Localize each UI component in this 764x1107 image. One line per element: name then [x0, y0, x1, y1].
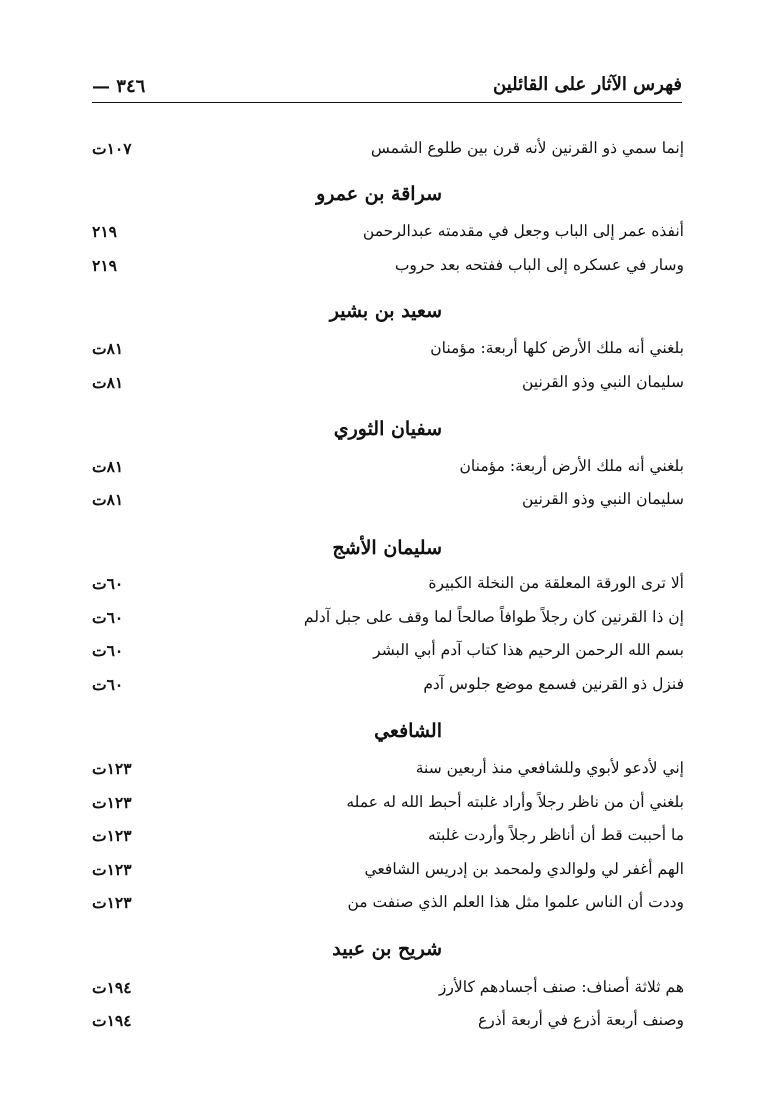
entry-reference: ١٩٤ت [92, 978, 132, 997]
index-entry [92, 608, 684, 634]
entry-text: ما أحببت قط أن أناظر رجلاً وأردت غلبته [427, 826, 684, 844]
entry-text: بلغني أنه ملك الأرض أربعة: مؤمنان [459, 457, 684, 475]
entry-text: ألا ترى الورقة المعلقة من النخلة الكبيرة [428, 574, 684, 592]
entry-text: وددت أن الناس علموا مثل هذا العلم الذي صنفت من [347, 893, 684, 911]
entry-reference: ١٢٣ت [92, 826, 132, 845]
narrator-heading: سفيان الثوري [333, 418, 442, 440]
entry-reference: ٢١٩ [92, 222, 117, 241]
entry-reference: ١٩٤ت [92, 1011, 132, 1030]
index-entry [92, 759, 684, 785]
index-entry [92, 978, 684, 1004]
entry-reference: ١٠٧ت [92, 139, 132, 158]
entry-text: إنما سمي ذو القرنين لأنه قرن بين طلوع الشمس [370, 139, 684, 157]
entry-reference: ٦٠ت [92, 641, 124, 660]
index-entry [92, 139, 684, 165]
entry-reference: ٨١ت [92, 490, 124, 509]
index-entry [92, 574, 684, 600]
entry-text: إني لأدعو لأبوي وللشافعي منذ أربعين سنة [415, 759, 684, 777]
entry-text: بلغني أنه ملك الأرض كلها أربعة: مؤمنان [430, 339, 684, 357]
narrator-heading: الشافعي [374, 720, 442, 742]
entry-text: فنزل ذو القرنين فسمع موضع جلوس آدم [423, 675, 684, 693]
index-entry [92, 339, 684, 365]
entry-reference: ٨١ت [92, 339, 124, 358]
entry-reference: ١٢٣ت [92, 893, 132, 912]
narrator-heading: سليمان الأشج [332, 537, 442, 559]
entry-text: هم ثلاثة أصناف: صنف أجسادهم كالأرز [438, 978, 684, 996]
entry-text: وصنف أربعة أذرع في أربعة أذرع [477, 1011, 684, 1029]
running-title: فهرس الآثار على القائلين [493, 74, 682, 95]
entry-reference: ١٢٣ت [92, 759, 132, 778]
index-entry [92, 641, 684, 667]
entry-text: الهم أغفر لي ولوالدي ولمحمد بن إدريس الشافعي [364, 860, 684, 878]
index-entry [92, 793, 684, 819]
entry-reference: ٦٠ت [92, 675, 124, 694]
entry-text: سليمان النبي وذو القرنين [521, 373, 684, 391]
entry-text: إن ذا القرنين كان رجلاً طوافاً صالحاً لما وقف على جبل آدلم [303, 608, 684, 626]
entry-reference: ٦٠ت [92, 608, 124, 627]
entry-text: سليمان النبي وذو القرنين [521, 490, 684, 508]
index-entry [92, 675, 684, 701]
entry-reference: ٨١ت [92, 373, 124, 392]
index-entry [92, 256, 684, 282]
entry-text: وسار في عسكره إلى الباب ففتحه بعد حروب [394, 256, 684, 274]
index-entry [92, 826, 684, 852]
narrator-heading: سعيد بن بشير [329, 300, 442, 322]
entry-text: بلغني أن من ناظر رجلاً وأراد غلبته أحبط الله له عمله [346, 793, 684, 811]
entry-reference: ٦٠ت [92, 574, 124, 593]
index-entry [92, 222, 684, 248]
index-entry [92, 373, 684, 399]
entry-reference: ٢١٩ [92, 256, 117, 275]
entry-reference: ١٢٣ت [92, 793, 132, 812]
narrator-heading: سراقة بن عمرو [316, 183, 442, 205]
page-number: — ٣٤٦ [92, 76, 146, 97]
entry-reference: ٨١ت [92, 457, 124, 476]
entry-text: بسم الله الرحمن الرحيم هذا كتاب آدم أبي البشر [373, 641, 684, 659]
index-entry [92, 490, 684, 516]
page-number-value: ٣٤٦ [116, 76, 146, 97]
narrator-heading: شريح بن عبيد [332, 938, 442, 960]
index-entry [92, 1011, 684, 1037]
index-entry [92, 893, 684, 919]
index-entry [92, 457, 684, 483]
entry-reference: ١٢٣ت [92, 860, 132, 879]
index-entry [92, 860, 684, 886]
entry-text: أنفذه عمر إلى الباب وجعل في مقدمته عبدالرحمن [362, 222, 684, 240]
